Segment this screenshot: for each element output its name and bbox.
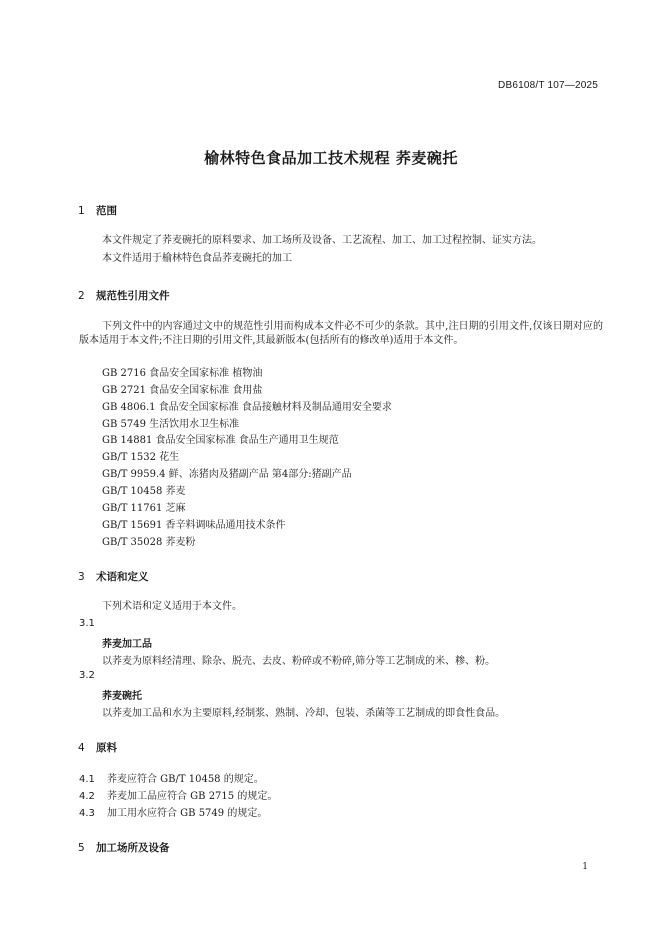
standard-code: DB6108/T 107—2025 <box>498 80 598 91</box>
section-title: 术语和定义 <box>96 571 149 583</box>
section-number: 1 <box>78 205 85 217</box>
reference-item: GB/T 9959.4 鲜、冻猪肉及猪副产品 第4部分:猪副产品 <box>102 469 352 480</box>
paragraph: 下列文件中的内容通过文中的规范性引用而构成本文件必不可少的条款。其中,注日期的引用文件,仅该日期对应的版本适用于本文件;不注日期的引用文件,其最新版本(包括所有的修改单)适用于本文件。 <box>79 321 603 346</box>
section-number: 5 <box>78 842 85 854</box>
reference-item: GB 5749 生活饮用水卫生标准 <box>102 419 240 430</box>
section-heading-scope <box>78 203 117 218</box>
term-name: 荞麦碗托 <box>102 691 142 702</box>
section-title: 加工场所及设备 <box>96 842 170 854</box>
reference-item: GB/T 35028 荞麦粉 <box>102 537 196 548</box>
reference-item: GB 14881 食品安全国家标准 食品生产通用卫生规范 <box>102 435 339 446</box>
clause-item <box>79 770 264 785</box>
section-number: 3 <box>78 571 85 583</box>
term-definition: 以荞麦加工品和水为主要原料,经制浆、熟制、冷却、包装、杀菌等工艺制成的即食性食品。 <box>102 708 506 719</box>
reference-item: GB/T 1532 花生 <box>102 452 180 463</box>
clause-item <box>79 804 267 819</box>
term-name: 荞麦加工品 <box>102 639 152 650</box>
clause-text: 荞麦应符合 GB/T 10458 的规定。 <box>107 774 264 785</box>
section-title: 范围 <box>96 205 117 217</box>
clause-number: 4.3 <box>79 808 95 819</box>
reference-item: GB/T 15691 香辛料调味品通用技术条件 <box>102 520 286 531</box>
section-heading-terms-definitions <box>78 569 149 584</box>
paragraph: 本文件规定了荞麦碗托的原料要求、加工场所及设备、工艺流程、加工、加工过程控制、证实方法。 <box>102 235 542 246</box>
term-number: 3.2 <box>79 670 95 681</box>
section-title: 原料 <box>96 742 117 754</box>
section-heading-raw-materials <box>78 740 117 755</box>
reference-item: GB/T 10458 荞麦 <box>102 486 186 497</box>
term-number: 3.1 <box>79 618 95 629</box>
section-title: 规范性引用文件 <box>96 290 170 302</box>
clause-text: 荞麦加工品应符合 GB 2715 的规定。 <box>107 791 278 802</box>
reference-item: GB 2721 食品安全国家标准 食用盐 <box>102 385 263 396</box>
clause-number: 4.1 <box>79 774 95 785</box>
term-definition: 以荞麦为原料经清理、除杂、脱壳、去皮、粉碎或不粉碎,筛分等工艺制成的米、糁、粉。 <box>102 656 496 667</box>
document-title: 榆林特色食品加工技术规程 荞麦碗托 <box>204 149 458 167</box>
section-number: 4 <box>78 742 85 754</box>
paragraph: 下列术语和定义适用于本文件。 <box>102 601 242 612</box>
section-number: 2 <box>78 290 85 302</box>
paragraph: 本文件适用于榆林特色食品荞麦碗托的加工 <box>102 253 292 264</box>
reference-item: GB/T 11761 芝麻 <box>102 503 186 514</box>
reference-item: GB 4806.1 食品安全国家标准 食品接触材料及制品通用安全要求 <box>102 402 392 413</box>
page-number: 1 <box>582 862 588 872</box>
reference-item: GB 2716 食品安全国家标准 植物油 <box>102 368 263 379</box>
clause-text: 加工用水应符合 GB 5749 的规定。 <box>107 808 268 819</box>
section-heading-normative-references <box>78 288 170 303</box>
clause-item <box>79 787 277 802</box>
section-heading-facilities-equipment <box>78 840 170 855</box>
clause-number: 4.2 <box>79 791 95 802</box>
